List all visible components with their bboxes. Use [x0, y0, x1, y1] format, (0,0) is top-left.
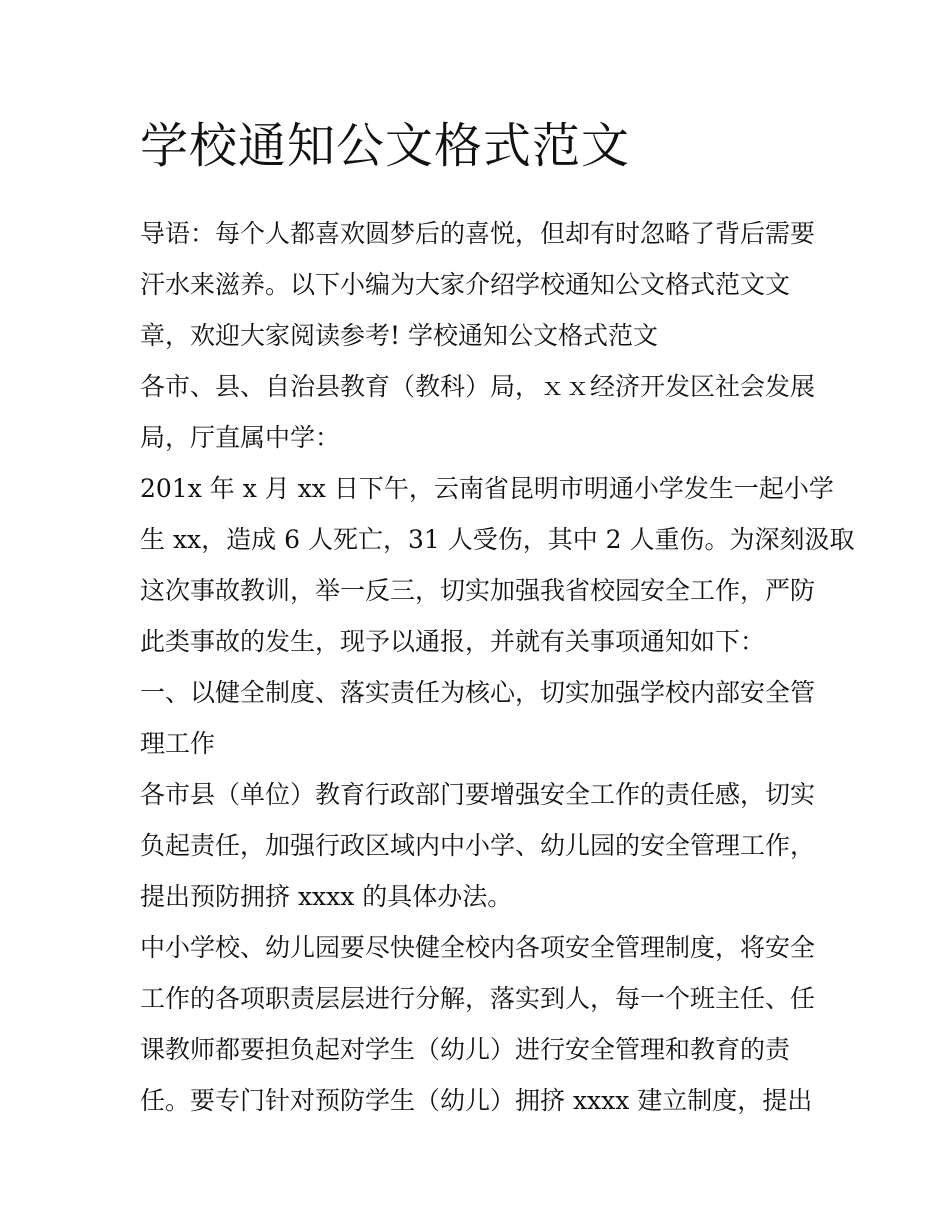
incident-paragraph: [140, 463, 855, 667]
paragraph-line: 各市、县、自治县教育（教科）局，ｘｘ经济开发区社会发展: [140, 372, 816, 401]
paragraph-line: 一、以健全制度、落实责任为核心，切实加强学校内部安全管: [140, 678, 816, 707]
addressee-paragraph: [140, 361, 820, 463]
section-heading-paragraph: [140, 667, 820, 769]
school-rules-paragraph: [140, 922, 820, 1126]
paragraph-line: 这次事故教训，举一反三，切实加强我省校园安全工作，严防: [140, 576, 816, 605]
paragraph-line: 提出预防拥挤 xxxx 的具体办法。: [140, 882, 513, 911]
paragraph-line: 理工作: [140, 729, 216, 758]
paragraph-line: 生 xx，造成 6 人死亡，31 人受伤，其中 2 人重伤。为深刻汲取: [140, 525, 855, 554]
paragraph-line: 任。要专门针对预防学生（幼儿）拥挤 xxxx 建立制度，提出: [140, 1086, 813, 1115]
paragraph-line: 中小学校、幼儿园要尽快健全校内各项安全管理制度，将安全: [140, 933, 816, 962]
paragraph-line: 工作的各项职责层层进行分解，落实到人，每一个班主任、任: [140, 984, 816, 1013]
paragraph-line: 章，欢迎大家阅读参考! 学校通知公文格式范文: [140, 321, 658, 350]
paragraph-line: 各市县（单位）教育行政部门要增强安全工作的责任感，切实: [140, 780, 816, 809]
paragraph-line: 201x 年 x 月 xx 日下午，云南省昆明市明通小学发生一起小学: [140, 474, 834, 503]
intro-paragraph: [140, 208, 820, 361]
paragraph-line: 局，厅直属中学：: [140, 423, 341, 452]
paragraph-line: 此类事故的发生，现予以通报，并就有关事项通知如下：: [140, 627, 766, 656]
paragraph-line: 导语：每个人都喜欢圆梦后的喜悦，但却有时忽略了背后需要: [140, 219, 816, 248]
document-body: [140, 112, 855, 1126]
document-title: 学校通知公文格式范文: [140, 118, 631, 174]
paragraph-line: 课教师都要担负起对学生（幼儿）进行安全管理和教育的责: [140, 1035, 791, 1064]
responsibility-paragraph: [140, 769, 820, 922]
paragraph-line: 汗水来滋养。以下小编为大家介绍学校通知公文格式范文文: [140, 270, 791, 299]
paragraph-line: 负起责任，加强行政区域内中小学、幼儿园的安全管理工作，: [140, 831, 816, 860]
